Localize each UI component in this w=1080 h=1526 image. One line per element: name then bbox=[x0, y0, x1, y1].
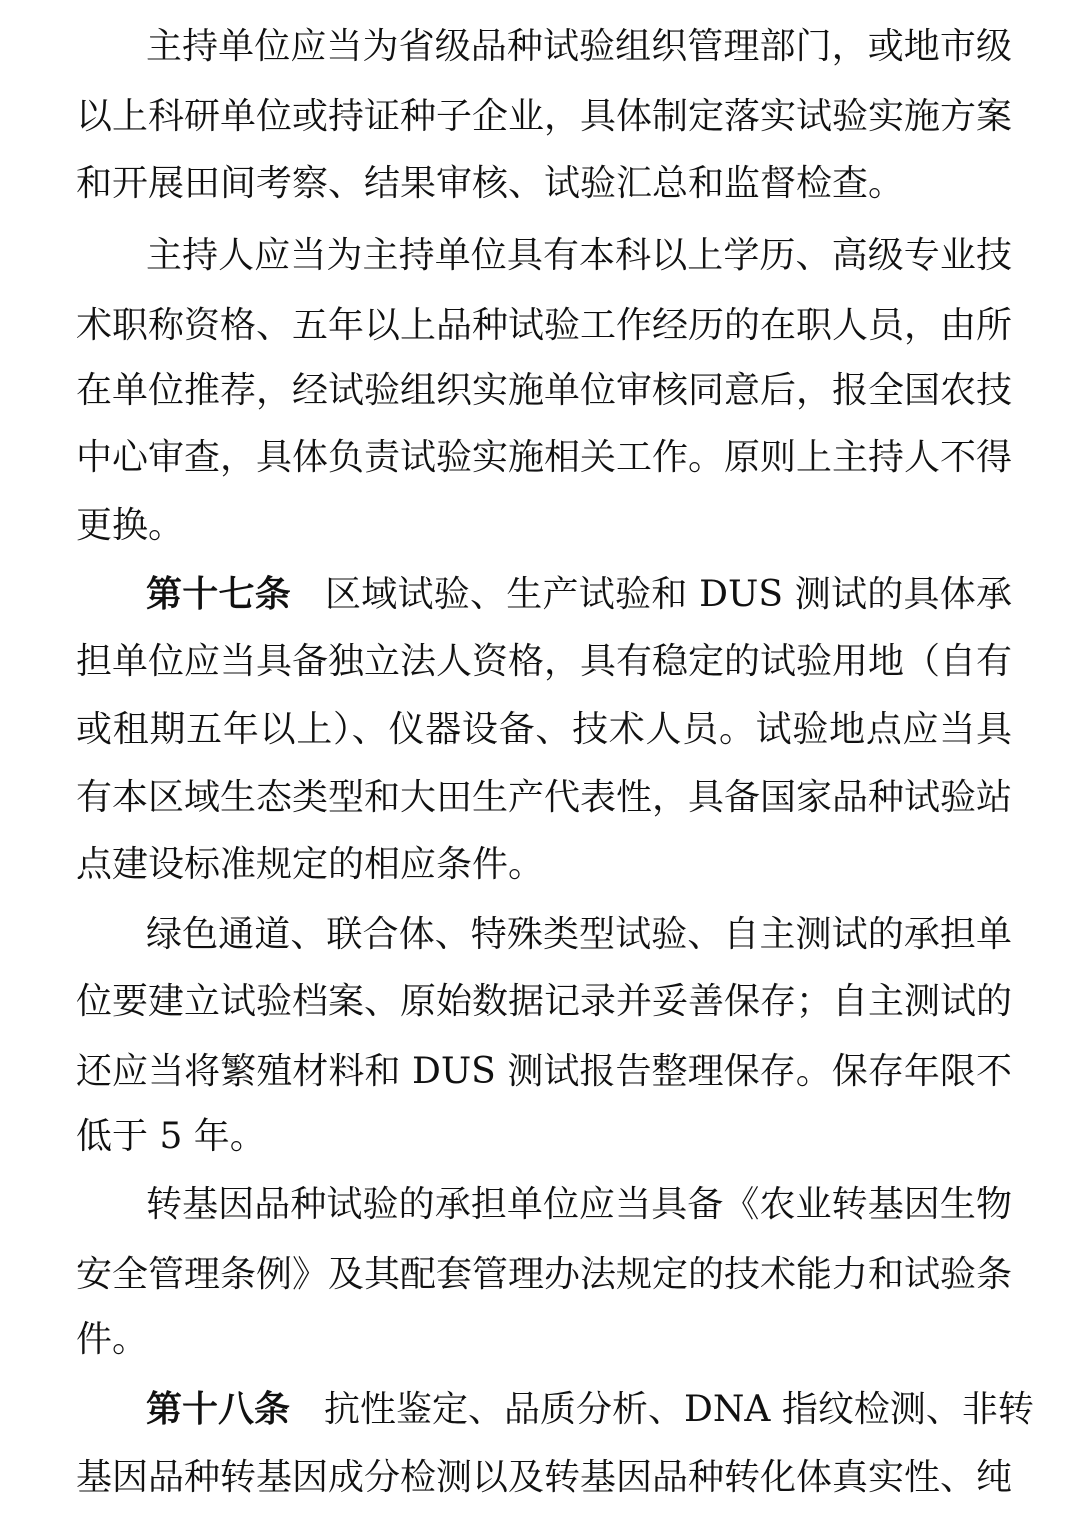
article-18-line-1 bbox=[146, 1385, 1034, 1435]
article-17-line-5: 点建设标准规定的相应条件。 bbox=[76, 844, 545, 885]
article-17-line-1 bbox=[146, 570, 1012, 620]
article-17-line-4: 有本区域生态类型和大田生产代表性，具备国家品种试验站 bbox=[76, 777, 1013, 818]
article-17-line-2: 担单位应当具备独立法人资格，具有稳定的试验用地（自有 bbox=[76, 641, 1013, 682]
paragraph-green-channel-line-2: 位要建立试验档案、原始数据记录并妥善保存；自主测试的 bbox=[76, 981, 1013, 1022]
paragraph-host-person-line-3: 在单位推荐，经试验组织实施单位审核同意后，报全国农技 bbox=[76, 370, 1013, 411]
article-18-text: 抗性鉴定、品质分析、DNA 指纹检测、非转 bbox=[324, 1389, 1034, 1430]
paragraph-host-unit-line-1: 主持单位应当为省级品种试验组织管理部门，或地市级 bbox=[146, 26, 1012, 67]
paragraph-host-person-line-4: 中心审查，具体负责试验实施相关工作。原则上主持人不得 bbox=[76, 437, 1013, 478]
article-17-line-3: 或租期五年以上）、仪器设备、技术人员。试验地点应当具 bbox=[76, 709, 1012, 750]
paragraph-transgenic-line-3: 件。 bbox=[76, 1319, 149, 1360]
paragraph-transgenic-line-1: 转基因品种试验的承担单位应当具备《农业转基因生物 bbox=[146, 1184, 1012, 1225]
paragraph-host-person-line-5: 更换。 bbox=[76, 505, 185, 546]
paragraph-green-channel-line-1: 绿色通道、联合体、特殊类型试验、自主测试的承担单 bbox=[146, 914, 1012, 955]
paragraph-green-channel-line-3: 还应当将繁殖材料和 DUS 测试报告整理保存。保存年限不 bbox=[76, 1051, 1012, 1092]
article-18-label: 第十八条 bbox=[146, 1389, 291, 1430]
article-17-label: 第十七条 bbox=[146, 574, 291, 615]
paragraph-host-unit-line-3: 和开展田间考察、结果审核、试验汇总和监督检查。 bbox=[76, 163, 905, 204]
paragraph-host-person-line-1: 主持人应当为主持单位具有本科以上学历、高级专业技 bbox=[146, 235, 1012, 276]
paragraph-green-channel-line-4: 低于 5 年。 bbox=[76, 1116, 266, 1157]
article-17-text: 区域试验、生产试验和 DUS 测试的具体承 bbox=[325, 574, 1012, 615]
paragraph-host-unit-line-2: 以上科研单位或持证种子企业，具体制定落实试验实施方案 bbox=[76, 96, 1013, 137]
paragraph-host-person-line-2: 术职称资格、五年以上品种试验工作经历的在职人员，由所 bbox=[76, 305, 1013, 346]
paragraph-transgenic-line-2: 安全管理条例》及其配套管理办法规定的技术能力和试验条 bbox=[76, 1254, 1013, 1295]
article-18-line-2: 基因品种转基因成分检测以及转基因品种转化体真实性、纯 bbox=[76, 1457, 1013, 1498]
